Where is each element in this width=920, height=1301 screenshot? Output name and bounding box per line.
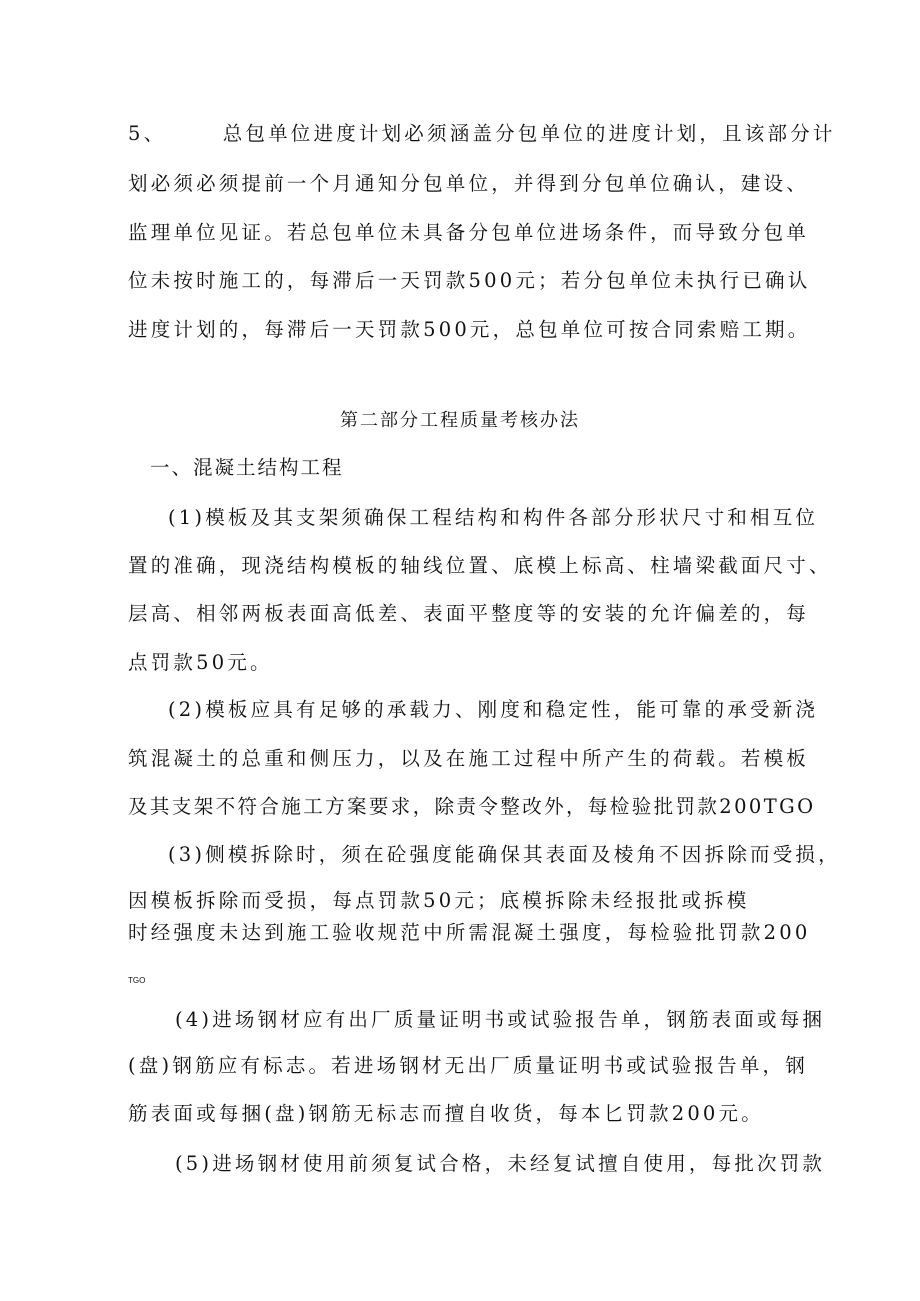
item-1-line-1: (1)模板及其支架须确保工程结构和构件各部分形状尺寸和相互位	[168, 506, 819, 529]
para-5-line-3: 监理单位见证。若总包单位未具备分包单位进场条件，而导致分包单	[128, 221, 810, 244]
item-1-line-2: 置的准确，现浇结构模板的轴线位置、底模上标高、柱墙梁截面尺寸、	[128, 554, 832, 577]
section-title: 第二部分工程质量考核办法	[340, 410, 580, 431]
item-2-line-3: 及其支架不符合施工方案要求，除责令整改外，每检验批罚款200TGO	[128, 795, 816, 818]
para-5-line-5: 进度计划的，每滞后一天罚款500元，总包单位可按合同索赔工期。	[128, 318, 811, 341]
item-4-line-2: (盘)钢筋应有标志。若进场钢材无出厂质量证明书或试验报告单，钢	[128, 1054, 808, 1077]
para-5-line-1: 5、 总包单位进度计划必须涵盖分包单位的进度计划，且该部分计	[128, 122, 836, 145]
subsection-heading: 一、混凝土结构工程	[150, 456, 344, 479]
item-2-line-2: 筑混凝土的总重和侧压力，以及在施工过程中所产生的荷载。若模板	[128, 747, 810, 770]
para-5-line-2: 划必须必须提前一个月通知分包单位，并得到分包单位确认，建设、	[128, 172, 810, 195]
para-5-line-4: 位未按时施工的，每滞后一天罚款500元；若分包单位未执行已确认	[128, 269, 811, 292]
item-4-line-1: (4)进场钢材应有出厂质量证明书或试验报告单，钢筋表面或每捆	[175, 1008, 826, 1031]
item-1-line-4: 点罚款50元。	[128, 651, 273, 674]
item-1-line-3: 层高、相邻两板表面高低差、表面平整度等的安装的允许偏差的，每	[128, 602, 810, 625]
item-3-line-3: 时经强度未达到施工验收规范中所需混凝土强度，每检验批罚款200	[128, 921, 811, 944]
item-4-line-3: 筋表面或每捆(盘)钢筋无标志而擅自收货，每本匕罚款200元。	[128, 1102, 764, 1125]
item-2-line-1: (2)模板应具有足够的承载力、刚度和稳定性，能可靠的承受新浇	[168, 698, 819, 721]
item-3-line-2: 因模板拆除而受损，每点罚款50元；底模拆除未经报批或拆模	[128, 889, 750, 912]
item-3-line-1: (3)侧模拆除时，须在砼强度能确保其表面及棱角不因拆除而受损，	[168, 843, 841, 866]
item-3-trailing-note: TGO	[128, 976, 146, 985]
item-5-line-1: (5)进场钢材使用前须复试合格，未经复试擅自使用，每批次罚款	[175, 1152, 826, 1175]
